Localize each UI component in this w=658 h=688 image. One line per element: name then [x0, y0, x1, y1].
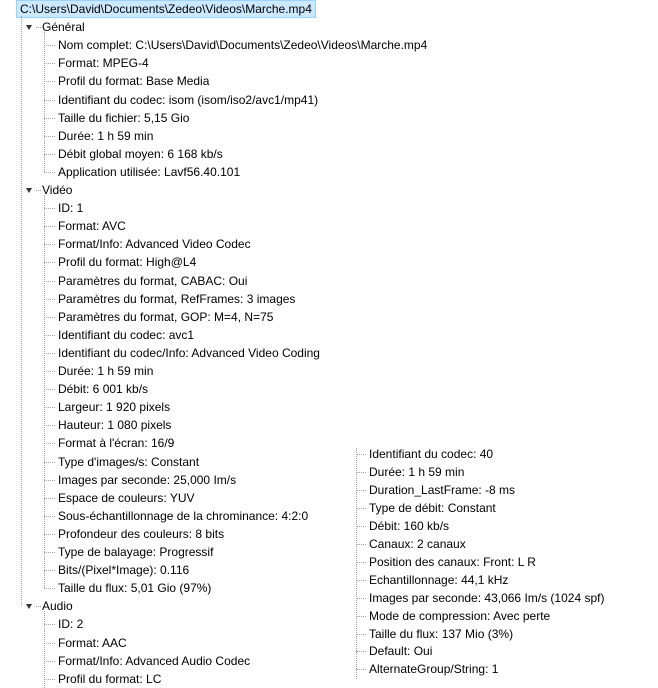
tree-leaf[interactable]: Format: MPEG-4	[58, 56, 149, 71]
tree-connector	[44, 335, 55, 336]
tree-leaf[interactable]: AlternateGroup/String: 1	[369, 662, 499, 677]
tree-leaf[interactable]: Images par seconde: 43,066 Im/s (1024 spf)	[369, 590, 605, 605]
tree-leaf[interactable]: Mode de compression: Avec perte	[369, 608, 551, 623]
tree-connector	[44, 281, 55, 282]
tree-leaf[interactable]: Sous-échantillonnage de la chrominance: 4:2:0	[58, 508, 309, 523]
tree-connector	[44, 118, 55, 119]
tree-leaf[interactable]: Profondeur des couleurs: 8 bits	[58, 526, 225, 541]
tree-connector	[356, 472, 366, 473]
tree-connector	[44, 661, 55, 662]
tree-leaf[interactable]: Nom complet: C:\Users\David\Documents\Zedeo\Videos\Marche.mp4	[58, 38, 428, 53]
tree-leaf[interactable]: Identifiant du codec/Info: Advanced Video Coding	[58, 345, 320, 360]
tree-connector	[356, 508, 366, 509]
tree-connector	[44, 208, 55, 209]
tree-leaf[interactable]: Paramètres du format, CABAC: Oui	[58, 273, 248, 288]
tree-leaf[interactable]: Format/Info: Advanced Video Codec	[58, 237, 251, 252]
tree-section-vidéo[interactable]	[26, 181, 72, 199]
tree-connector	[44, 353, 55, 354]
tree-connector	[44, 624, 55, 625]
tree-connector	[44, 371, 55, 372]
tree-leaf[interactable]: Format: AVC	[58, 219, 126, 234]
tree-leaf[interactable]: Default: Oui	[369, 644, 433, 659]
tree-leaf[interactable]: Type de débit: Constant	[369, 500, 496, 515]
tree-connector	[44, 516, 55, 517]
expand-caret-icon[interactable]	[26, 188, 32, 193]
tree-connector	[44, 534, 55, 535]
tree-leaf[interactable]: Identifiant du codec: 40	[369, 447, 494, 461]
tree-connector	[356, 580, 366, 581]
tree-connector	[356, 562, 366, 563]
tree-connector	[36, 27, 41, 28]
tree-connector	[44, 407, 55, 408]
tree-leaf[interactable]: Hauteur: 1 080 pixels	[58, 418, 172, 433]
tree-connector	[44, 172, 55, 173]
tree-leaf[interactable]: Durée: 1 h 59 min	[58, 128, 154, 143]
tree-leaf[interactable]: Débit: 6 001 kb/s	[58, 382, 149, 397]
tree-connector	[44, 244, 55, 245]
tree-leaf[interactable]: Durée: 1 h 59 min	[58, 364, 154, 378]
tree-connector	[44, 389, 55, 390]
tree-connector	[44, 588, 55, 589]
tree-leaf[interactable]: Paramètres du format, RefFrames: 3 images	[58, 291, 296, 306]
tree-connector	[44, 611, 45, 688]
tree-leaf[interactable]: ID: 2	[58, 617, 84, 632]
root-file-path[interactable]: C:\Users\David\Documents\Zedeo\Videos\Marche.mp4	[16, 0, 316, 18]
tree-leaf[interactable]: Taille du fichier: 5,15 Gio	[58, 110, 190, 125]
tree-connector	[44, 299, 55, 300]
tree-connector	[44, 136, 55, 137]
tree-connector	[36, 606, 41, 607]
tree-connector	[44, 498, 55, 499]
tree-leaf[interactable]: Duration_LastFrame: -8 ms	[369, 482, 516, 497]
tree-leaf[interactable]: Application utilisée: Lavf56.40.101	[58, 164, 241, 179]
tree-section-label[interactable]: Général	[42, 20, 85, 35]
tree-leaf[interactable]: Type de balayage: Progressif	[58, 545, 214, 559]
tree-connector	[44, 462, 55, 463]
tree-leaf[interactable]: Profil du format: Base Media	[58, 74, 210, 89]
tree-section-label[interactable]: Vidéo	[42, 183, 73, 197]
tree-connector	[44, 100, 55, 101]
tree-connector	[44, 81, 55, 82]
tree-connector	[356, 669, 366, 670]
tree-connector	[44, 552, 55, 553]
tree-connector	[44, 45, 55, 46]
tree-leaf[interactable]: Débit global moyen: 6 168 kb/s	[58, 146, 223, 161]
tree-connector	[44, 154, 55, 155]
tree-connector	[356, 448, 357, 679]
tree-leaf[interactable]: Taille du flux: 5,01 Gio (97%)	[58, 581, 212, 596]
tree-section-général[interactable]	[26, 18, 85, 36]
tree-leaf[interactable]: Canaux: 2 canaux	[369, 536, 466, 551]
expand-caret-icon[interactable]	[26, 25, 32, 30]
tree-connector	[356, 651, 366, 652]
tree-connector	[44, 226, 55, 227]
tree-leaf[interactable]: Profil du format: High@L4	[58, 255, 197, 270]
tree-connector	[356, 616, 366, 617]
expand-caret-icon[interactable]	[26, 604, 32, 609]
tree-leaf[interactable]: Taille du flux: 137 Mio (3%)	[369, 626, 514, 641]
tree-connector	[44, 262, 55, 263]
tree-leaf[interactable]: Profil du format: LC	[58, 671, 162, 686]
collapse-icon[interactable]	[4, 5, 12, 13]
tree-connector	[44, 317, 55, 318]
tree-connector	[44, 32, 45, 172]
tree-leaf[interactable]: Type d'images/s: Constant	[58, 454, 200, 469]
tree-connector	[356, 526, 366, 527]
tree-connector	[356, 544, 366, 545]
tree-connector	[44, 425, 55, 426]
tree-leaf[interactable]: Format/Info: Advanced Audio Codec	[58, 653, 251, 668]
tree-leaf[interactable]: Bits/(Pixel*Image): 0.116	[58, 563, 190, 578]
tree-connector	[44, 443, 55, 444]
tree-root[interactable]	[4, 0, 316, 18]
tree-section-label[interactable]: Audio	[42, 599, 73, 614]
tree-leaf[interactable]: Espace de couleurs: YUV	[58, 490, 195, 505]
tree-leaf[interactable]: Durée: 1 h 59 min	[369, 464, 465, 479]
tree-leaf[interactable]: Débit: 160 kb/s	[369, 518, 450, 533]
tree-connector	[356, 454, 366, 455]
tree-leaf[interactable]: Format à l'écran: 16/9	[58, 436, 175, 451]
tree-connector	[44, 570, 55, 571]
tree-connector	[44, 480, 55, 481]
tree-leaf[interactable]: Format: AAC	[58, 635, 127, 650]
tree-connector	[356, 598, 366, 599]
tree-connector	[44, 195, 45, 588]
tree-leaf[interactable]: ID: 1	[58, 201, 84, 216]
tree-leaf[interactable]: Echantillonnage: 44,1 kHz	[369, 572, 509, 587]
tree-leaf[interactable]: Identifiant du codec: avc1	[58, 327, 195, 342]
tree-leaf[interactable]: Images par seconde: 25,000 Im/s	[58, 472, 237, 487]
tree-connector	[356, 490, 366, 491]
tree-connector	[21, 16, 22, 606]
tree-section-audio[interactable]	[26, 597, 73, 615]
tree-connector	[356, 634, 366, 635]
tree-leaf[interactable]: Largeur: 1 920 pixels	[58, 400, 171, 415]
tree-connector	[36, 190, 41, 191]
tree-connector	[44, 643, 55, 644]
tree-connector	[44, 63, 55, 64]
tree-leaf[interactable]: Identifiant du codec: isom (isom/iso2/avc1/mp41)	[58, 92, 319, 107]
tree-leaf[interactable]: Position des canaux: Front: L R	[369, 554, 536, 569]
tree-leaf[interactable]: Paramètres du format, GOP: M=4, N=75	[58, 309, 274, 324]
